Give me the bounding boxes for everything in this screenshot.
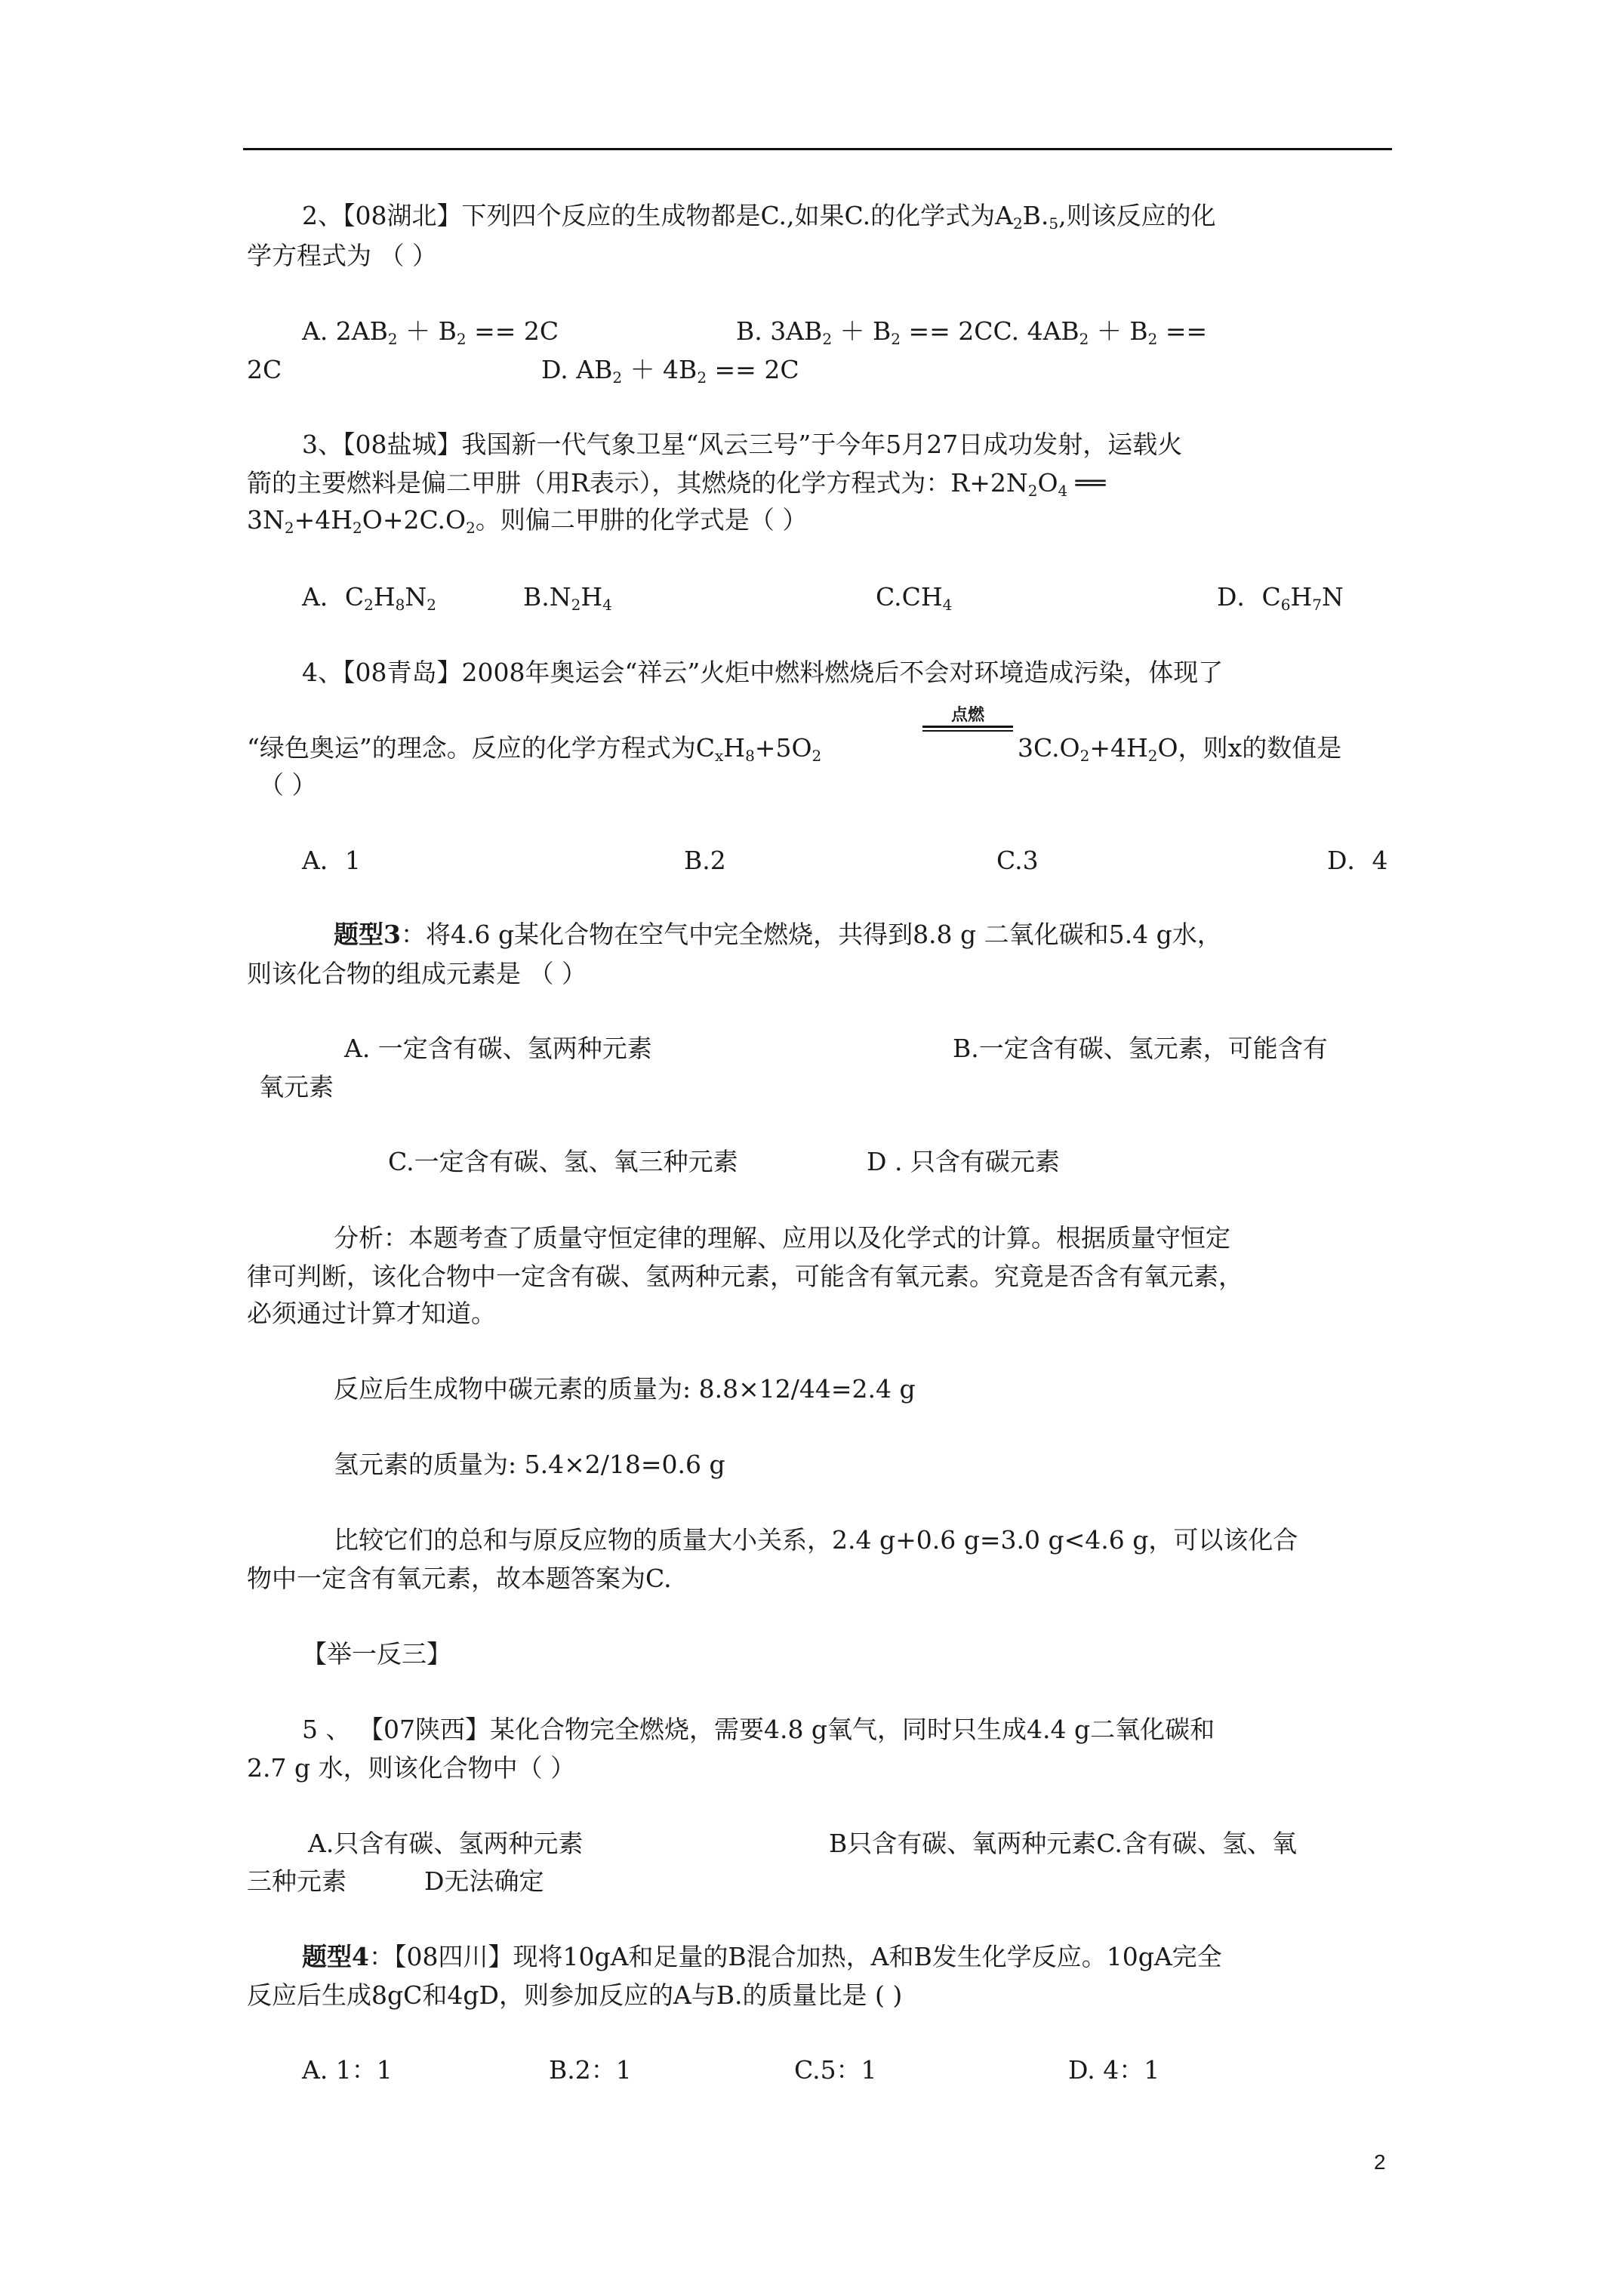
- type4-line2: 反应后生成8gC和4gD，则参加反应的A与B.的质量比是 ( ): [247, 1980, 903, 2010]
- q5-option-c-cont: 三种元素: [247, 1866, 346, 1896]
- q3-option-b: $B.N_2H_4$: [523, 582, 612, 614]
- q2-option-d: D. $AB_2 + 4B_2 == 2C$: [541, 355, 799, 387]
- q3-option-c: $C.CH_4$: [876, 582, 953, 614]
- q5-line2: 2.7 g 水，则该化合物中（ ）: [247, 1753, 576, 1783]
- header-rule: [243, 148, 1392, 150]
- q5-option-d: D无法确定: [424, 1866, 544, 1896]
- type4-line1: 题型4：【08四川】现将10gA和足量的B混合加热，A和B发生化学反应。10gA完全: [302, 1942, 1222, 1971]
- type3-line1: 题型3：将4.6 g某化合物在空气中完全燃烧，共得到8.8 g 二氧化碳和5.4 g水，: [334, 920, 1222, 949]
- type4-option-d: D. 4：1: [1068, 2055, 1160, 2085]
- q4-option-c: C.3: [996, 846, 1039, 875]
- q4-option-b: B.2: [684, 846, 726, 875]
- analysis-line1: 分析：本题考查了质量守恒定律的理解、应用以及化学式的计算。根据质量守恒定: [334, 1223, 1230, 1253]
- calc-carbon: 反应后生成物中碳元素的质量为: 8.8×12/44=2.4 g: [334, 1374, 916, 1404]
- page-number: 2: [1374, 2150, 1386, 2174]
- q2-option-a: A. $2AB_2 + B_2 == 2C$: [302, 316, 559, 348]
- q4-line2-right: $3C.O_2+4H_2O$，则x的数值是: [1018, 733, 1342, 765]
- q3-line2: 箭的主要燃料是偏二甲肼（用R表示），其燃烧的化学方程式为：$R+2N_2O_4$ ══: [247, 468, 1106, 500]
- type3-option-b: B.一定含有碳、氢元素，可能含有: [953, 1034, 1328, 1063]
- q4-option-a: A．1: [302, 846, 361, 875]
- q4-line3: （ ）: [259, 770, 317, 800]
- type3-option-d: D . 只含有碳元素: [867, 1147, 1060, 1176]
- type4-option-c: C.5：1: [794, 2055, 877, 2085]
- type3-option-a: A. 一定含有碳、氢两种元素: [344, 1034, 652, 1063]
- ignition-condition-mark: 点燃: [922, 706, 1013, 732]
- analysis-line2: 律可判断，该化合物中一定含有碳、氢两种元素，可能含有氧元素。究竟是否含有氧元素，: [247, 1262, 1243, 1291]
- compare-line1: 比较它们的总和与原反应物的质量大小关系，2.4 g+0.6 g=3.0 g<4.6 g，可以该化合: [334, 1525, 1298, 1555]
- q2-line1: 2、【08湖北】下列四个反应的生成物都是C.,如果C.的化学式为$A_2B._5$,则该反应的化: [302, 201, 1216, 233]
- q3-option-a: A．$C_2H_8N_2$: [302, 582, 436, 614]
- q2-line2: 学方程式为 （ ）: [247, 241, 437, 270]
- practice-heading: 【举一反三】: [302, 1639, 451, 1669]
- type3-line2: 则该化合物的组成元素是 （ ）: [247, 959, 587, 988]
- type4-option-b: B.2：1: [549, 2055, 632, 2085]
- analysis-line3: 必须通过计算才知道。: [247, 1299, 496, 1328]
- q4-line1: 4、【08青岛】2008年奥运会“祥云”火炬中燃料燃烧后不会对环境造成污染，体现了: [302, 658, 1224, 687]
- compare-line2: 物中一定含有氧元素，故本题答案为C.: [247, 1564, 672, 1593]
- type3-option-b-cont: 氧元素: [259, 1072, 334, 1102]
- type4-option-a: A. 1：1: [302, 2055, 393, 2085]
- type3-option-c: C.一定含有碳、氢、氧三种元素: [388, 1147, 738, 1176]
- calc-hydrogen: 氢元素的质量为: 5.4×2/18=0.6 g: [334, 1450, 725, 1479]
- q5-option-bc: B只含有碳、氧两种元素C.含有碳、氢、氧: [829, 1829, 1297, 1858]
- q5-line1: 5 、 【07陕西】某化合物完全燃烧，需要4.8 g氧气，同时只生成4.4 g二氧化碳和: [302, 1715, 1215, 1744]
- q4-option-d: D．4: [1327, 846, 1388, 875]
- q3-line1: 3、【08盐城】我国新一代气象卫星“风云三号”于今年5月27日成功发射，运载火: [302, 430, 1183, 459]
- q2-option-c-tail: 2C: [247, 355, 282, 384]
- q2-option-b: B. $3AB_2 + B_2 == 2CC$. $4AB_2 + B_2$ ==: [736, 316, 1208, 348]
- q5-option-a: A.只含有碳、氢两种元素: [308, 1829, 584, 1858]
- q3-line3: $3N_2+4H_2O+2C.O_2$。则偏二甲肼的化学式是（ ）: [247, 505, 808, 537]
- q4-line2-left: “绿色奥运”的理念。反应的化学方程式为$C_xH_8+5O_2$: [247, 733, 822, 765]
- q3-option-d: D．$C_6H_7N$: [1217, 582, 1344, 614]
